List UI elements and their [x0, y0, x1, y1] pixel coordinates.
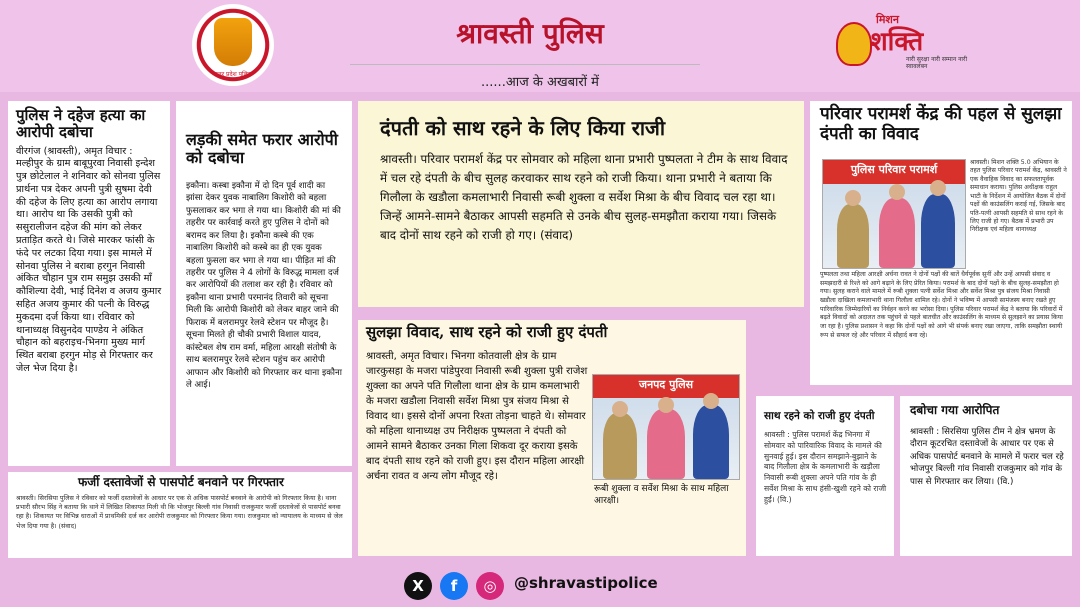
article-accused-caught [900, 396, 1072, 556]
page-title: श्रावस्ती पुलिस [456, 17, 604, 50]
officer-figure [837, 204, 869, 268]
article-side-text: श्रावस्ती। मिशन शक्ति 5.0 अभियान के तहत पुलिस परिवार परामर्श केंद्र, श्रावस्ती ने एक वैवाहिक विवाद का सफलतापूर्वक समाधान कराया। पुलिस अधीक्षक राहुल भाटी के निर्देशन में आयोजित बैठक में दोनों पक्षों की काउंसलिंग कराई गई, जिसके बाद पति-पत्नी आपसी सहमति से साथ रहने के लिए राजी हो गए। बैठक में प्रभारी उप निरीक्षक एवं महिला थानाध्यक्ष [970, 159, 1067, 234]
logo-text: उत्तर प्रदेश पुलिस [214, 71, 252, 78]
article-family-counselling [810, 101, 1072, 385]
article-headline: परिवार परामर्श केंद्र की पहल से सुलझा दंपती का विवाद [820, 104, 1062, 144]
article-couple-reconciled [358, 101, 804, 307]
article-body: श्रावस्ती, अमृत विचार। भिनगा कोतवाली क्षेत्र के ग्राम जारकुसहा के मजरा पांडेपुरवा निवासी रूबी शुक्ला पुत्री राजेश शुक्ला का अपने पति गिलौला थाना क्षेत्र के ग्राम कमलाभारी के मजरा खडौला निवासी सर्वेश मिश्रा पुत्र संजय मिश्रा से विवाद था। इससे दोनों अपना रिश्ता तोड़ना चाहते थे। सोमवार को महिला थानाध्यक्ष उप निरीक्षक पुष्पलता ने दंपती को आमने सामने बैठाकर उनका गिला शिकवा दूर कराया इसके बाद दंपती साथ रहने को राजी हुए। इस दौरान महिला आरक्षी अर्चना रावत व अन्य लोग मौजूद रहे। [366, 351, 588, 482]
article-headline: लड़की समेत फरार आरोपी को दबोचा [186, 130, 338, 168]
mission-name: शक्ति [870, 27, 924, 57]
article-agreed-to-live-together [756, 396, 894, 556]
article-body: पुष्पलता तथा महिला आरक्षी अर्चना रावत ने दोनों पक्षों की बातें धैर्यपूर्वक सुनीं और उन्हें आपसी संवाद व समझदारी से रिश्ते को आगे बढ़ाने के लिए प्रेरित किया। परामर्श के बाद दोनों पक्षों के बीच सुलह-समझौता हो गया। सुलह कराने वाले मामले में रूबी शुक्ला पत्नी सर्वेश मिश्रा और सर्वेश मिश्रा पुत्र संजय मिश्रा निवासी खडौला दाखिला कमलाभारी थाना गिलौला शामिल रहे। दोनों ने भविष्य में आपसी सामंजस्य बनाए रखते हुए पारिवारिक जिम्मेदारियों का निर्वहन करने का भरोसा दिया। पुलिस परिवार परामर्श केंद्र ने बताया कि परिवारों में बढ़ते विवादों को अदालत तक पहुंचने से पहले बातचीत और काउंसलिंग के माध्यम से सुलझाने का प्रयास किया जा रहा है। पुलिस प्रशासन ने कहा कि दोनों पक्षों को आगे भी संपर्क बनाए रखा जाएगा, ताकि समझौता स्थायी रूप से सफल रहे और परिवार में सौहार्द बना रहे। [820, 271, 1063, 339]
mission-shakti-logo [832, 12, 972, 82]
article-body: इकौना। कस्बा इकौना में दो दिन पूर्व शादी का झांसा देकर युवक नाबालिग किशोरी को बहला फुसलाकर कर भगा ले गया था। किशोरी की मां की तहरीर पर कार्रवाई करते हुए पुलिस ने दोनों को बरामद कर लिया है। इकौना कस्बे की एक नाबालिग किशोरी को कस्बे का ही एक युवक बहला फुसला कर भगा ले गया था। पीड़ित मां की तहरीर पर पुलिस ने 4 लोगों के विरुद्ध मामला दर्ज कर आरोपियों की तलाश कर रही है। रविवार को इकौना थाना प्रभारी परमानंद तिवारी को सूचना मिली कि आरोपी किशोरी को लेकर बाहर जाने की फिराक में बलरामपुर रेलवे स्टेशन पर मौजूद है। सूचना मिलते ही चौकी प्रभारी विशाल यादव, कांस्टेबल शेष राम वर्मा, महिला आरक्षी संतोषी के साथ बलरामपुर रेलवे स्टेशन पहुंच कर आरोपी आफान और किशोरी को गिरफ्तार कर थाना इकौना ले आई। [186, 180, 343, 391]
article-headline: दबोचा गया आरोपित [910, 403, 1000, 417]
social-handle[interactable]: @shravastipolice [514, 574, 658, 592]
woman-figure [647, 409, 685, 479]
facebook-icon[interactable]: f [440, 572, 468, 600]
bulb-icon [836, 22, 872, 66]
man-head [703, 393, 719, 409]
article-absconder-arrest [176, 101, 352, 466]
photo-caption: रूबी शुक्ला व सर्वेश मिश्रा के साथ महिला आरक्षी। [594, 484, 729, 506]
up-police-logo [192, 4, 274, 86]
page-subtitle: ......आज के अखबारों में [481, 75, 599, 90]
woman-head [889, 184, 905, 200]
man-figure [921, 194, 955, 268]
instagram-icon[interactable]: ◎ [476, 572, 504, 600]
article-dispute-resolved [358, 320, 746, 556]
article-body: श्रावस्ती : पुलिस परामर्श केंद्र भिनगा में सोमवार को पारिवारिक विवाद के मामले की सुनवाई हुई। इस दौरान समझाने-बुझाने के बाद गिलौला क्षेत्र के कमलाभारी के खड़ौला निवासी रूबी शुक्ला अपने पति गांव के ही सर्वेश मिश्रा के साथ हंसी-खुशी रहने को राजी हुईं। (वि.) [764, 430, 887, 504]
officer-head [845, 190, 861, 206]
x-icon[interactable]: X [404, 572, 432, 600]
article-headline: सुलझा विवाद, साथ रहने को राजी हुए दंपती [366, 323, 608, 341]
woman-figure [879, 198, 915, 268]
article-body: वीरगंज (श्रावस्ती), अमृत विचार : मल्हीपुर के ग्राम बाबूपुरवा निवासी इन्देश पुत्र छोटेलाल ने शनिवार को सोनवा पुलिस प्रार्थना पत्र देकर अपनी पुत्री सुषमा देवी की दहेज के लिए हत्या का आरोप लगाया था। आरोप था कि उसकी पुत्री को ससुरालीजन दहेज की मांग को लेकर प्रताड़ित करते थे। जिसे मारकर फांसी के फंदे पर लटका दिया गया। इस मामले में सोनवा पुलिस ने बराबा हरगुन निवासी अंकित चौहान पुत्र राम समुझ उसकी माँ कौशिल्या देवी, भाई दिनेश व अजय कुमार सहित अजय कुमार की पत्नी के विरुद्ध मुकदमा दर्ज किया था। रविवार को थानाध्यक्ष विसुनदेव पाण्डेय ने अंकित चौहान को बहराइच-भिनगा मुख्य मार्ग स्थित बराबा हरगुन मोड़ से गिरफ्तार कर जेल भेज दिया है। [16, 145, 162, 375]
officer-figure [603, 413, 637, 479]
article-body: श्रावस्ती : सिरसिया पुलिस टीम ने क्षेत्र भ्रमण के दौरान कूटरचित दस्तावेजों के आधार पर एक से अधिक पासपोर्ट बनवाने के मामले में फरार चल रहे भोजपुर बिल्ली गांव निवासी राजकुमार को गांव के पास से गिरफ्तार कर लिया। (वि.) [910, 426, 1064, 487]
mission-tagline: नारी सुरक्षा नारी सम्मान नारी स्वावलंबन [906, 56, 967, 70]
mission-label: मिशन [876, 13, 900, 26]
article-headline: दंपती को साथ रहने के लिए किया राजी [380, 116, 666, 140]
woman-head [658, 397, 674, 413]
article-body: श्रावस्ती। सिरसिया पुलिस ने रविवार को फर्जी दस्तावेजों के आधार पर एक से अधिक पासपोर्ट बनवाने के आरोपी को गिरफ्तार किया है। थाना प्रभारी सौरभ सिंह ने बताया कि थाने में लिखित शिकायत मिली थी कि भोजपुर बिल्ली गांव निवासी राजकुमार फर्जी दस्तावेजों से पासपोर्ट बनवा रहा है। शिकायत पर विभिन्न धाराओं में प्राथमिकी दर्ज कर आरोपी राजकुमार को गिरफ्तार किया गया। राजकुमार को न्यायालय के माध्यम से जेल भेज दिया गया है। (संवाद) [16, 493, 343, 530]
article-headline: फर्जी दस्तावेजों से पासपोर्ट बनवाने पर गिरफ्तार [78, 475, 284, 489]
man-head [930, 180, 946, 196]
article-headline: पुलिस ने दहेज हत्या का आरोपी दबोचा [16, 106, 146, 142]
article-body: श्रावस्ती। परिवार परामर्श केंद्र पर सोमवार को महिला थाना प्रभारी पुष्पलता ने टीम के साथ विवाद में चल रहे दंपती के बीच सुलह करवाकर साथ रहने को राजी किया। थाना प्रभारी ने बताया कि गिलौला के खडौला कमलाभारी निवासी रूबी शुक्ला व सर्वेश मिश्रा के बीच विवाद चल रहा था। जिन्हें आमने-सामने बैठाकर आपसी सहमति से उनके बीच सुलह-समझौता कराया गया। जिसके बाद दोनों साथ रहने को राजी हो गए। (संवाद) [380, 152, 788, 243]
reconciliation-photo [592, 374, 740, 480]
photo-banner: जनपद पुलिस [593, 375, 739, 398]
title-divider [350, 64, 700, 65]
man-figure [693, 405, 729, 479]
photo-banner: पुलिस परिवार परामर्श [823, 160, 965, 184]
article-fake-passport [8, 472, 352, 558]
article-dowry-arrest [8, 101, 170, 466]
police-emblem-icon [214, 18, 252, 66]
officer-head [612, 401, 628, 417]
article-headline: साथ रहने को राजी हुए दंपती [764, 410, 875, 422]
counselling-photo [822, 159, 966, 269]
